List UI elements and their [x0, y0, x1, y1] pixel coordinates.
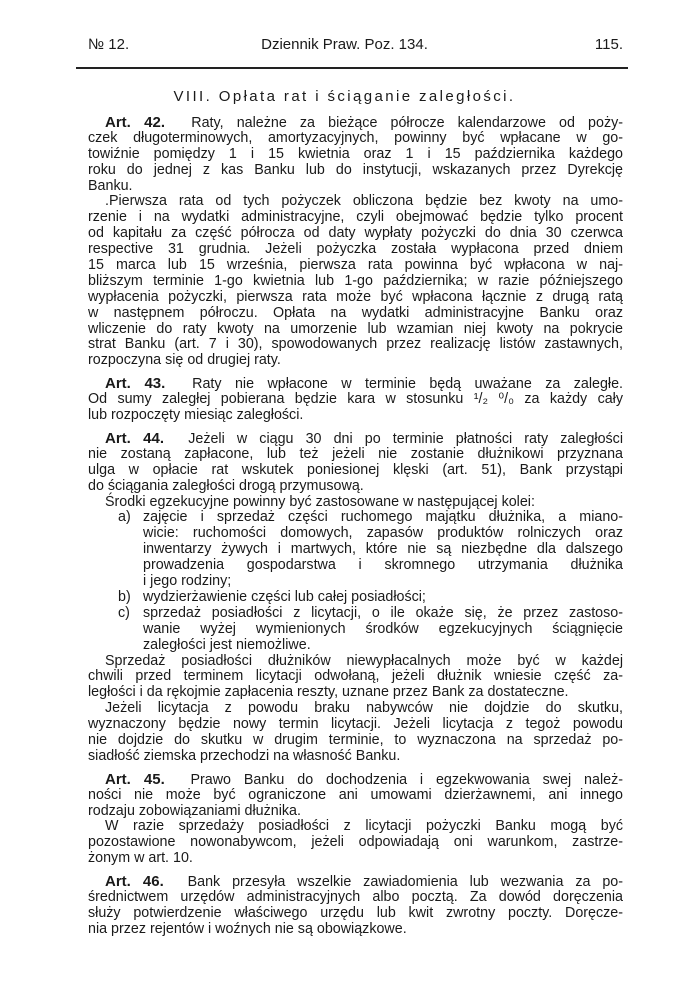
line-text: Sprzedaż posiadłości dłużników niewypłacalnych może być w każdej: [105, 652, 623, 669]
header-rule: [76, 67, 628, 69]
text-line: [88, 495, 623, 511]
paragraph: [88, 819, 623, 867]
line-text: Jeżeli licytacja z powodu braku nabywców nie dojdzie do skutku,: [105, 700, 623, 717]
text-line: [88, 851, 623, 867]
line-text: średnictwem urzędów administracyjnych albo pocztą. Za dowód doręczenia: [88, 889, 623, 906]
line-text: respective 31 grudnia. Jeżeli pożyczka została wypłacona przed dniem: [88, 241, 623, 258]
text-line: [88, 226, 623, 242]
line-text: czek długoterminowych, amortyzacyjnych, powinny być wpłacane w go-: [88, 129, 623, 146]
text-line: [88, 526, 623, 542]
paragraph: [88, 654, 623, 702]
line-text: pozostawione nowonabywcom, jeżeli odpowiadają oni warunkom, zastrze-: [88, 834, 623, 851]
line-text: ległości i da rękojmie zapłacenia reszty, uznane przez Bank za dostateczne.: [88, 684, 569, 701]
line-text: W razie sprzedaży posiadłości z licytacji pożyczki Banku mogą być: [105, 818, 623, 835]
text-line: [88, 804, 623, 820]
line-text: wliczenie do raty kwoty na umorzenie lub wzamian niej kwoty na pokrycie: [88, 320, 623, 337]
line-text: siadłość ziemska przechodzi na własność Banku.: [88, 747, 401, 764]
text-line: [88, 701, 623, 717]
text-line: [88, 290, 623, 306]
list-marker: c): [118, 604, 130, 621]
paragraph: [88, 194, 623, 369]
article-number: Art. 42.: [105, 114, 166, 131]
text-line: [88, 115, 623, 131]
text-line: [88, 242, 623, 258]
line-text: wicie: ruchomości domowych, zapasów produktów rolniczych oraz: [143, 525, 623, 542]
line-text: służy potwierdzenie właściwego urzędu lub kwit zwrotny poczty. Doręcze-: [88, 904, 623, 921]
line-text: nie dojdzie do skutku w drugim terminie, to wyznaczona na sprzedaż po-: [88, 731, 623, 748]
text-line: [88, 463, 623, 479]
journal-title: Dziennik Praw. Poz. 134.: [261, 36, 428, 53]
text-line: [88, 906, 623, 922]
text-line: [88, 322, 623, 338]
text-line: [88, 392, 623, 408]
text-line: [88, 274, 623, 290]
text-line: [88, 306, 623, 322]
article: [88, 115, 623, 194]
article: [88, 376, 623, 424]
text-line: [88, 337, 623, 353]
line-text: prowadzenia gospodarstwa i skromnego utrzymania dłużnika: [143, 557, 623, 574]
line-text: zajęcie i sprzedaż części ruchomego majątku dłużnika, a miano-: [143, 509, 623, 526]
page-number: 115.: [594, 36, 623, 53]
text-line: [88, 669, 623, 685]
line-text: do ściągania zaległości drogą przymusową.: [88, 477, 364, 494]
line-text: wypłacenia pożyczki, pierwsza rata może być wpłacona łącznie z drugą ratą: [88, 288, 623, 305]
text-line: [88, 890, 623, 906]
line-text: lub rozpoczęty miesiąc zaległości.: [88, 407, 304, 424]
article-number: Art. 46.: [105, 873, 164, 891]
line-text: Raty nie wpłacone w terminie będą uważane za zaległe.: [192, 376, 623, 393]
text-line: [88, 685, 623, 701]
text-line: [88, 163, 623, 179]
text-line: [88, 542, 623, 558]
issue-number: № 12.: [88, 36, 130, 53]
line-text: Jeżeli w ciągu 30 dni po terminie płatności raty zaległości: [188, 430, 624, 447]
line-text: i jego rodziny;: [143, 573, 232, 590]
text-line: [88, 447, 623, 463]
article: [88, 874, 623, 938]
article-number: Art. 43.: [105, 375, 166, 393]
line-text: Od sumy zaległej pobierana będzie kara w stosunku ¹/₂ ⁰/₀ za każdy cały: [88, 391, 623, 408]
text-line: [88, 733, 623, 749]
line-text: Banku.: [88, 177, 133, 194]
line-text: towiźnie pomiędzy 1 i 15 kwietnia oraz 1 i 15 października każdego: [88, 145, 623, 162]
line-text: roku do jednej z kas Banku lub do instytucji, wskazanych przez Dyrekcję: [88, 161, 623, 178]
list-item: [88, 606, 623, 654]
line-text: rzenie i na wydatki administracyjne, czyli obejmować będzie tylko procent: [88, 209, 623, 226]
line-text: Raty, należne za bieżące półrocze kalendarzowe od poży-: [191, 115, 623, 131]
text-line: [88, 874, 623, 890]
text-line: [88, 654, 623, 670]
line-text: żonym w art. 10.: [88, 850, 193, 867]
line-text: chwili przed terminem licytacji odwołaną, jeżeli dłużnik wniesie część za-: [88, 668, 623, 685]
line-text: rodzaju zobowiązaniami dłużnika.: [88, 802, 301, 819]
line-text: .Pierwsza rata od tych pożyczek obliczona będzie bez kwoty na umo-: [105, 193, 623, 210]
text-line: [88, 431, 623, 447]
line-text: nie zostaną zapłacone, lub też jeżeli nie zostanie dłużnikowi przyznana: [88, 445, 623, 462]
line-text: Środki egzekucyjne powinny być zastosowane w następującej kolei:: [105, 493, 535, 510]
text-line: [88, 638, 623, 654]
line-text: Bank przesyła wszelkie zawiadomienia lub wezwania za po-: [187, 874, 623, 891]
list-item: [88, 510, 623, 589]
text-line: [88, 717, 623, 733]
text-line: [88, 408, 623, 424]
text-line: [88, 194, 623, 210]
line-text: wyznaczony będzie nowy termin licytacji. Jeżeli licytacja z tegoż powodu: [88, 716, 623, 733]
document-body: [88, 108, 623, 938]
line-text: wanie wyżej wymienionych środków egzekucyjnych ściągnięcie: [143, 620, 623, 637]
text-line: [88, 835, 623, 851]
text-line: [88, 510, 623, 526]
line-text: ulga w opłacie rat wskutek poniesionej klęski (art. 51), Bank przystąpi: [88, 461, 623, 478]
line-text: strat Banku (art. 7 i 30), spowodowanych przez realizację listów zastawnych,: [88, 336, 623, 353]
text-line: [88, 606, 623, 622]
line-text: ności nie może być ograniczone ani umowami dzierżawnemi, ani innego: [88, 786, 623, 803]
text-line: [88, 131, 623, 147]
line-text: nia przez rejentów i woźnych nie są obowiązkowe.: [88, 920, 407, 937]
line-text: zaległości jest niemożliwe.: [143, 636, 311, 653]
text-line: [88, 179, 623, 195]
line-text: wydzierżawienie części lub całej posiadłości;: [143, 588, 426, 605]
text-line: [88, 558, 623, 574]
line-text: 15 marca lub 15 września, pierwsza rata powinna być wpłacona w naj-: [88, 257, 623, 274]
line-text: od kapitału za część półrocza od daty wypłaty pożyczki do dnia 30 czerwca: [88, 225, 623, 242]
line-text: rozpoczyna się od drugiej raty.: [88, 352, 281, 369]
article: [88, 431, 623, 495]
text-line: [88, 922, 623, 938]
text-line: [88, 147, 623, 163]
text-line: [88, 749, 623, 765]
text-line: [88, 210, 623, 226]
list-marker: b): [118, 588, 131, 605]
text-line: [88, 788, 623, 804]
paragraph: [88, 701, 623, 765]
line-text: inwentarzy żywych i martwych, które nie są niezbędne dla dalszego: [143, 541, 623, 558]
text-line: [88, 622, 623, 638]
article-number: Art. 44.: [105, 429, 164, 447]
section-heading: VIII. Opłata rat i ściąganie zaległości.: [173, 88, 516, 105]
article-number: Art. 45.: [105, 770, 165, 788]
line-text: sprzedaż posiadłości z licytacji, o ile okaże się, że przez zastoso-: [143, 604, 623, 621]
text-line: [88, 590, 623, 606]
paragraph: [88, 495, 623, 511]
article: [88, 772, 623, 820]
line-text: w następnem półroczu. Opłata na wydatki administracyjne Banku oraz: [88, 304, 623, 321]
text-line: [88, 479, 623, 495]
text-line: [88, 772, 623, 788]
list-item: [88, 590, 623, 606]
line-text: bliższym terminie 1-go kwietnia lub 1-go października; w razie późniejszego: [88, 272, 623, 289]
text-line: [88, 376, 623, 392]
line-text: Prawo Banku do dochodzenia i egzekwowania swej należ-: [190, 771, 623, 788]
text-line: [88, 353, 623, 369]
text-line: [88, 819, 623, 835]
text-line: [88, 258, 623, 274]
list-marker: a): [118, 509, 131, 526]
text-line: [88, 574, 623, 590]
